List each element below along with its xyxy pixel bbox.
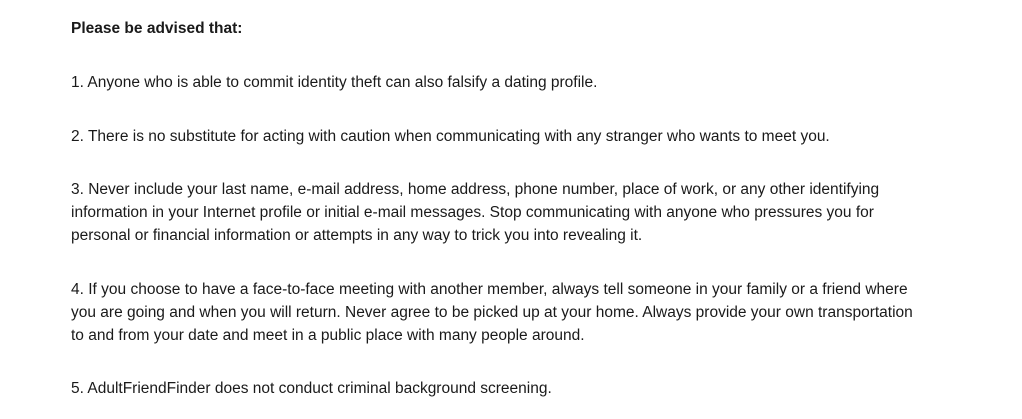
safety-tip-5: 5. AdultFriendFinder does not conduct criminal background screening. [71,380,552,397]
safety-tip-2: 2. There is no substitute for acting with caution when communicating with any stranger who wants to meet you. [71,128,830,145]
safety-tip-4: 4. If you choose to have a face-to-face meeting with another member, always tell someone in your family or a friend where you are going and when you will return. Never agree to be picked up at your home. Always provide your own transportation to and from your date and meet in a public place with many people around. [71,281,913,344]
notice-heading: Please be advised that: [71,20,243,37]
safety-tip-1: 1. Anyone who is able to commit identity theft can also falsify a dating profile. [71,74,598,91]
safety-tip-3: 3. Never include your last name, e-mail address, home address, phone number, place of work, or any other identifying information in your Internet profile or initial e-mail messages. Stop communicating with anyone who pressures you for personal or financial information or attempts in any way to trick you into revealing it. [71,181,880,244]
